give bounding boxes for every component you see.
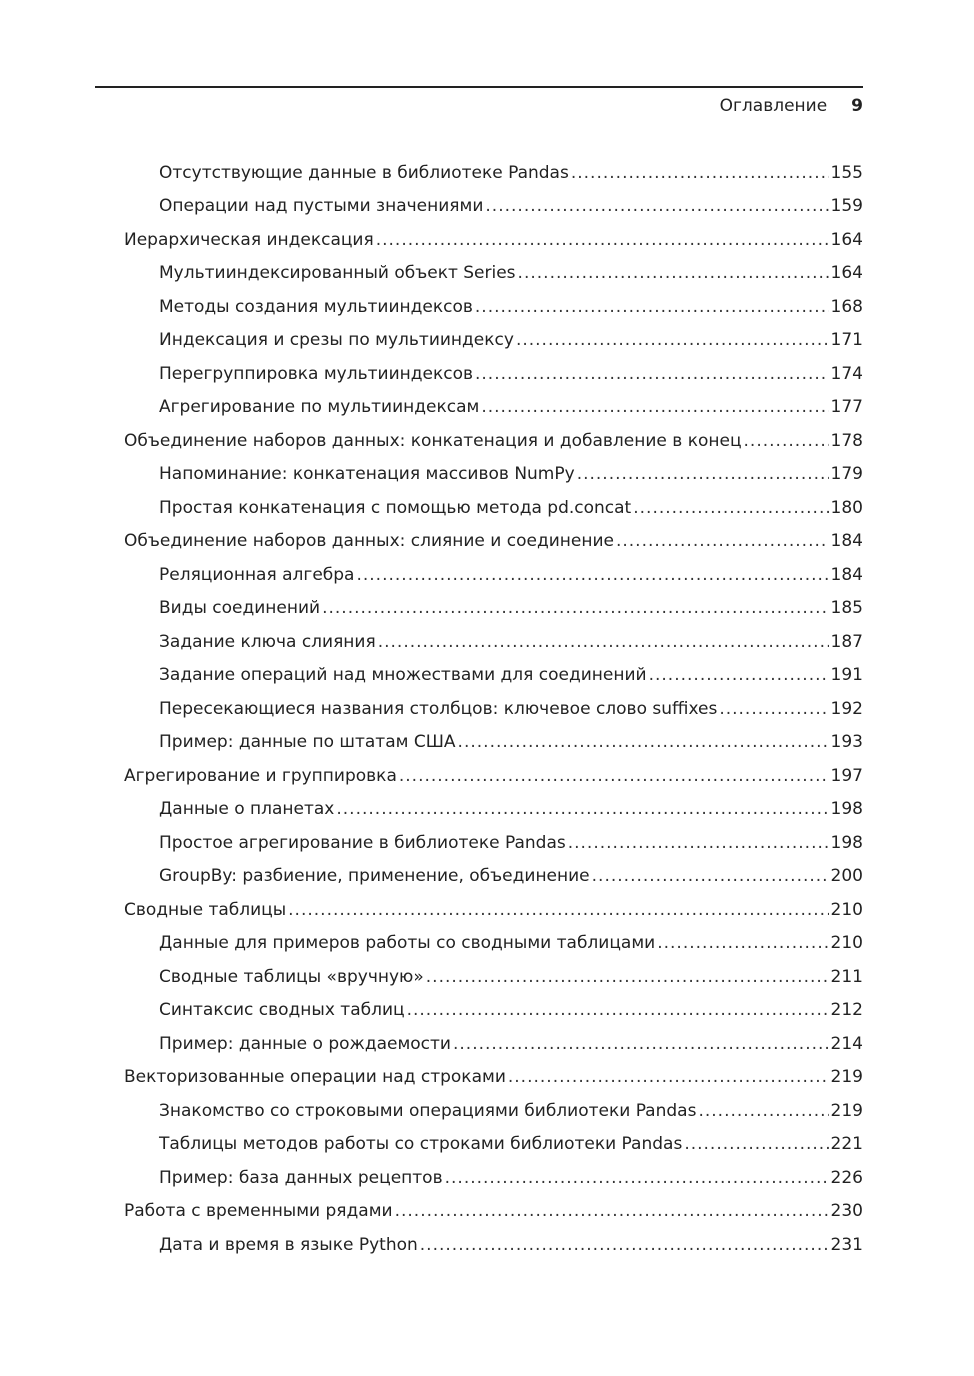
toc-section-entry [0,1195,974,1229]
toc-entry-title: Индексация и срезы по мультииндексу [159,330,514,351]
toc-entry-title: Объединение наборов данных: конкатенация и добавление в конец [124,430,742,451]
toc-subsection-entry [0,994,974,1028]
toc-subsection-entry [0,190,974,224]
toc-dot-leader [481,396,828,418]
toc-dot-leader [475,296,829,318]
toc-entry-page: 191 [830,665,863,686]
toc-subsection-entry [0,458,974,492]
toc-entry-title: Простая конкатенация с помощью метода pd.concat [159,497,632,518]
toc-subsection-entry [0,927,974,961]
toc-entry-page: 198 [830,832,863,853]
toc-entry-page: 230 [830,1201,863,1222]
toc-subsection-entry [0,290,974,324]
toc-entry-title: Знакомство со строковыми операциями библиотеки Pandas [159,1100,697,1121]
toc-entry-page: 197 [830,765,863,786]
toc-subsection-entry [0,860,974,894]
toc-section-entry [0,223,974,257]
toc-entry-title: Виды соединений [159,598,321,619]
toc-entry-title: Пример: база данных рецептов [159,1167,443,1188]
toc-entry-page: 155 [830,162,863,183]
toc-section-entry [0,525,974,559]
toc-entry-title: Синтаксис сводных таблиц [159,1000,405,1021]
toc-dot-leader [378,631,829,653]
toc-subsection-entry [0,625,974,659]
toc-entry-page: 164 [830,229,863,250]
toc-entry-title: Задание операций над множествами для соединений [159,665,647,686]
toc-subsection-entry [0,726,974,760]
toc-entry-title: Сводные таблицы [124,899,287,920]
toc-entry-title: Перегруппировка мультииндексов [159,363,473,384]
toc-entry-page: 231 [830,1234,863,1255]
toc-section-entry [0,424,974,458]
toc-dot-leader [744,430,829,452]
toc-subsection-entry [0,324,974,358]
toc-dot-leader [407,999,829,1021]
toc-entry-title: Простое агрегирование в библиотеке Pandas [159,832,566,853]
toc-subsection-entry [0,1228,974,1262]
toc-dot-leader [518,262,829,284]
toc-entry-title: Объединение наборов данных: слияние и соединение [124,531,614,552]
table-of-contents [0,156,974,1262]
toc-entry-title: Таблицы методов работы со строками библиотеки Pandas [159,1134,683,1155]
toc-dot-leader [288,899,828,921]
toc-entry-page: 174 [830,363,863,384]
toc-dot-leader [592,865,829,887]
toc-entry-page: 212 [830,1000,863,1021]
toc-entry-page: 179 [830,464,863,485]
toc-entry-page: 187 [830,631,863,652]
toc-dot-leader [657,932,828,954]
toc-entry-title: Работа с временными рядами [124,1201,393,1222]
toc-entry-page: 178 [830,430,863,451]
toc-entry-title: Агрегирование по мультииндексам [159,397,480,418]
toc-subsection-entry [0,692,974,726]
toc-subsection-entry [0,558,974,592]
toc-dot-leader [568,832,829,854]
toc-dot-leader [399,765,829,787]
toc-entry-page: 177 [830,397,863,418]
toc-subsection-entry [0,156,974,190]
page-number: 9 [851,96,863,116]
toc-entry-page: 200 [830,866,863,887]
toc-dot-leader [356,564,828,586]
running-head [720,95,863,117]
toc-dot-leader [445,1167,829,1189]
toc-dot-leader [336,798,828,820]
toc-section-entry [0,893,974,927]
running-head-title: Оглавление [719,96,828,116]
toc-dot-leader [322,597,828,619]
toc-dot-leader [698,1100,828,1122]
toc-entry-page: 214 [830,1033,863,1054]
toc-dot-leader [475,363,829,385]
toc-entry-title: Задание ключа слияния [159,631,376,652]
toc-subsection-entry [0,1161,974,1195]
toc-subsection-entry [0,257,974,291]
toc-subsection-entry [0,491,974,525]
toc-dot-leader [577,463,829,485]
toc-entry-page: 180 [830,497,863,518]
toc-entry-page: 168 [830,296,863,317]
toc-entry-page: 184 [830,564,863,585]
toc-entry-page: 221 [830,1134,863,1155]
toc-dot-leader [516,329,829,351]
toc-entry-title: Векторизованные операции над строками [124,1067,506,1088]
toc-entry-title: GroupBy: разбиение, применение, объединение [159,866,590,887]
toc-section-entry [0,1061,974,1095]
toc-subsection-entry [0,659,974,693]
toc-entry-page: 210 [830,899,863,920]
toc-dot-leader [719,698,828,720]
toc-entry-page: 226 [830,1167,863,1188]
toc-entry-page: 184 [830,531,863,552]
toc-entry-title: Данные для примеров работы со сводными таблицами [159,933,656,954]
toc-dot-leader [508,1066,829,1088]
toc-entry-title: Операции над пустыми значениями [159,196,484,217]
toc-subsection-entry [0,1128,974,1162]
toc-entry-title: Агрегирование и группировка [124,765,397,786]
toc-entry-title: Сводные таблицы «вручную» [159,966,424,987]
toc-entry-page: 210 [830,933,863,954]
toc-subsection-entry [0,1094,974,1128]
toc-dot-leader [571,162,829,184]
toc-entry-title: Мультииндексированный объект Series [159,263,516,284]
toc-entry-title: Иерархическая индексация [124,229,374,250]
toc-dot-leader [684,1133,828,1155]
header-rule [95,86,863,88]
toc-subsection-entry [0,793,974,827]
toc-entry-page: 164 [830,263,863,284]
toc-entry-page: 171 [830,330,863,351]
toc-entry-title: Методы создания мультииндексов [159,296,473,317]
toc-entry-page: 219 [830,1100,863,1121]
toc-entry-title: Отсутствующие данные в библиотеке Pandas [159,162,569,183]
toc-entry-page: 193 [830,732,863,753]
toc-dot-leader [395,1200,829,1222]
toc-dot-leader [649,664,829,686]
toc-entry-title: Дата и время в языке Python [159,1234,418,1255]
toc-entry-title: Реляционная алгебра [159,564,355,585]
toc-entry-page: 159 [830,196,863,217]
toc-entry-page: 219 [830,1067,863,1088]
toc-entry-title: Пример: данные о рождаемости [159,1033,451,1054]
toc-entry-title: Пример: данные по штатам США [159,732,456,753]
toc-entry-title: Напоминание: конкатенация массивов NumPy [159,464,575,485]
toc-dot-leader [616,530,829,552]
toc-dot-leader [633,497,828,519]
toc-dot-leader [453,1033,829,1055]
toc-dot-leader [485,195,828,217]
toc-entry-title: Данные о планетах [159,799,335,820]
toc-entry-page: 192 [830,698,863,719]
toc-subsection-entry [0,960,974,994]
toc-dot-leader [426,966,829,988]
toc-subsection-entry [0,826,974,860]
toc-dot-leader [458,731,829,753]
toc-dot-leader [376,229,829,251]
toc-entry-title: Пересекающиеся названия столбцов: ключевое слово suffixes [159,698,718,719]
toc-section-entry [0,759,974,793]
toc-entry-page: 211 [830,966,863,987]
toc-subsection-entry [0,391,974,425]
toc-entry-page: 185 [830,598,863,619]
toc-subsection-entry [0,357,974,391]
toc-subsection-entry [0,1027,974,1061]
toc-dot-leader [420,1234,829,1256]
toc-entry-page: 198 [830,799,863,820]
toc-subsection-entry [0,592,974,626]
